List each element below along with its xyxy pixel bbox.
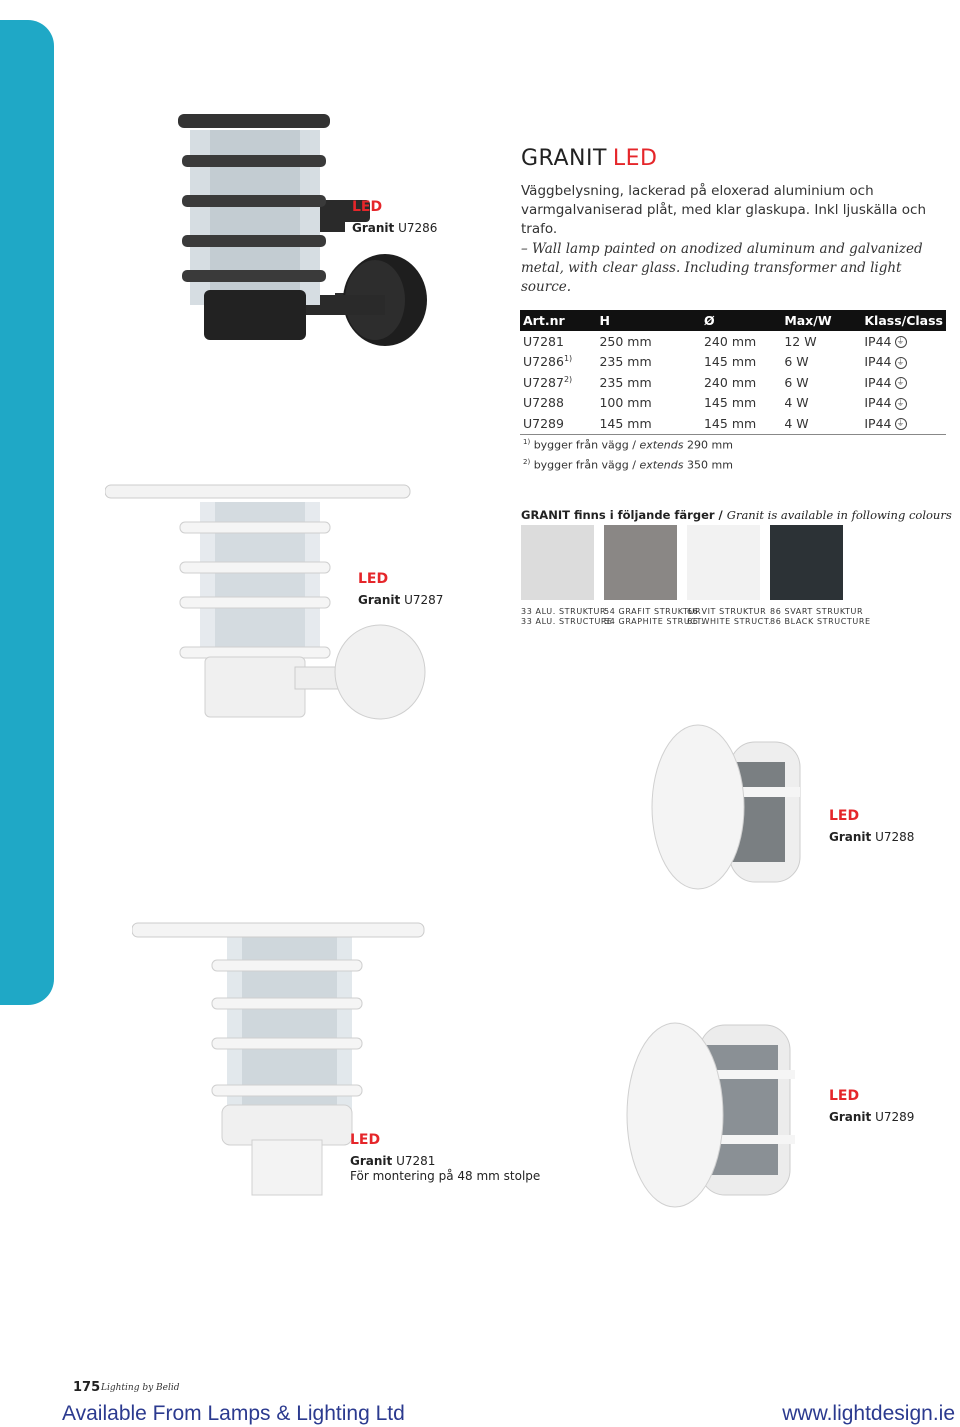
height: 235 mm [599, 374, 652, 390]
max-watt: 4 W [781, 413, 861, 434]
earth-icon: ⏚ [896, 419, 905, 429]
diameter: 240 mm [703, 333, 757, 349]
art-number: U7288 [523, 395, 564, 411]
colour-label: 86 SVART STRUKTUR 86 BLACK STRUCTURE [770, 607, 871, 626]
footnotes [523, 434, 733, 473]
page-number: 175 [73, 1380, 101, 1395]
availability-text: Available From Lamps & Lighting Ltd [62, 1402, 405, 1425]
ip-class: IP44 ⏚ [864, 333, 905, 349]
footnote-1: $^{1)}$ bygger från vägg / extends 290 mm [523, 438, 733, 452]
max-watt: 4 W [784, 395, 809, 411]
diameter: 240 mm [703, 374, 757, 390]
colour-swatch [770, 525, 843, 600]
ip-class: IP44 ⏚ [864, 395, 905, 411]
max-watt: 12 W [784, 333, 817, 349]
ip-class: IP44 ⏚ [861, 413, 946, 434]
caption-u7286: LED Granit U7286 [352, 199, 438, 235]
spec-row [520, 393, 946, 414]
description-english: – Wall lamp painted on anodized aluminum and galvanized metal, with clear glass. Including transformer and light source. [521, 241, 923, 295]
spec-row [520, 352, 946, 373]
colour-label: 66 VIT STRUKTUR 66 WHITE STRUCT. [687, 607, 772, 626]
spec-table [520, 310, 946, 435]
led-label: LED [829, 808, 860, 824]
art-number: U7287$^{2)}$ [523, 374, 573, 390]
product-title: GRANIT LED [521, 146, 658, 171]
side-tab [0, 20, 54, 1005]
website-link[interactable]: www.lightdesign.ie [782, 1402, 955, 1425]
height: 100 mm [599, 395, 652, 411]
diameter: 145 mm [703, 395, 757, 411]
caption-u7281: LED Granit U7281 För montering på 48 mm stolpe [350, 1132, 541, 1183]
footnote-2: $^{2)}$ bygger från vägg / extends 350 mm [523, 457, 733, 472]
led-label: LED [352, 199, 383, 215]
led-label: LED [358, 571, 389, 587]
art-number: U7286$^{1)}$ [523, 354, 573, 370]
spec-row [520, 331, 946, 352]
ip-class: IP44 ⏚ [864, 354, 905, 370]
brand-label: Lighting by Belid [101, 1383, 180, 1393]
diameter: 145 mm [701, 413, 781, 434]
colour-swatch [604, 525, 677, 600]
colour-label: 54 GRAFIT STRUKTUR 54 GRAPHITE STRUCT. [604, 607, 705, 626]
colours-title: GRANIT finns i följande färger / Granit is available in following colours [521, 508, 952, 522]
led-label: LED [829, 1088, 860, 1104]
earth-icon: ⏚ [896, 378, 905, 388]
caption-u7288: LED Granit U7288 [829, 808, 915, 844]
mounting-note: För montering på 48 mm stolpe [350, 1169, 541, 1183]
ip-class: IP44 ⏚ [864, 374, 905, 390]
lamp-u7289-image [625, 1015, 805, 1215]
art-number: U7289 [520, 413, 596, 434]
spec-row [520, 413, 946, 434]
earth-icon: ⏚ [896, 398, 905, 408]
earth-icon: ⏚ [896, 357, 905, 367]
earth-icon: ⏚ [896, 337, 905, 347]
description-swedish: Väggbelysning, lackerad på eloxerad aluminium och varmgalvaniserad plåt, med klar glaskupa. Inkl ljuskälla och trafo. [521, 183, 927, 237]
max-watt: 6 W [784, 374, 809, 390]
spec-header-row: Art.nr H Ø Max/W Klass/Class [520, 310, 946, 331]
art-number: U7281 [523, 333, 564, 349]
lamp-u7288-image [650, 722, 810, 902]
led-label: LED [350, 1132, 381, 1148]
colour-label: 33 ALU. STRUKTUR 33 ALU. STRUCTURE [521, 607, 613, 626]
caption-u7289: LED Granit U7289 [829, 1088, 915, 1124]
height: 145 mm [596, 413, 701, 434]
max-watt: 6 W [784, 354, 809, 370]
height: 235 mm [599, 354, 652, 370]
spec-row [520, 372, 946, 393]
caption-u7287: LED Granit U7287 [358, 571, 444, 607]
colour-swatch [687, 525, 760, 600]
height: 250 mm [599, 333, 652, 349]
diameter: 145 mm [703, 354, 757, 370]
colour-swatch [521, 525, 594, 600]
